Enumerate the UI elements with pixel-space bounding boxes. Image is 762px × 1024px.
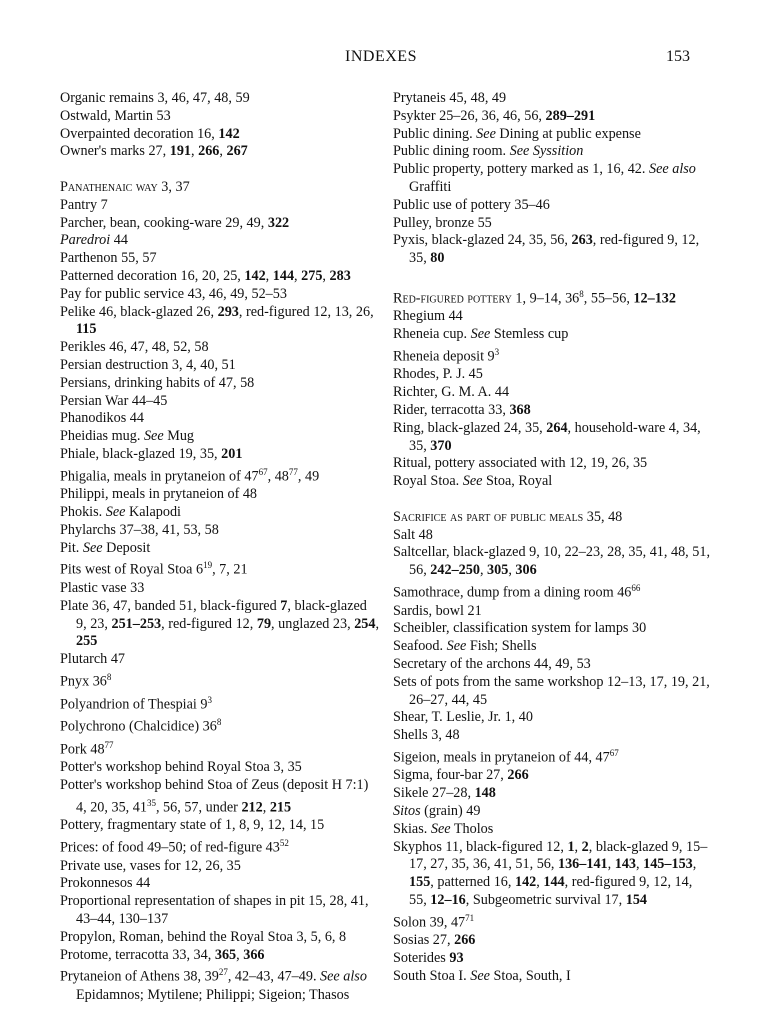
- index-entry: Sardis, bowl 21: [393, 602, 482, 619]
- index-entry: Sitos (grain) 49: [393, 803, 481, 820]
- index-entry: Organic remains 3, 46, 47, 48, 59: [60, 90, 250, 106]
- index-entry: Pay for public service 43, 46, 49, 52–53: [60, 285, 287, 302]
- index-entry: Pits west of Royal Stoa $6^{19}$, 7, 21: [60, 560, 248, 579]
- index-entry: Red-figured pottery 1, 9–14, $36^8$, 55–56, 12–132: [393, 288, 676, 307]
- index-entry: Phokis. See Kalapodi: [60, 504, 181, 521]
- index-entry: Prices: of food 49–50; of red-figure $43^{52}$: [60, 838, 289, 856]
- index-entry: Saltcellar, black-glazed 9, 10, 22–23, 28, 35, 41, 48, 51, 56, 242–250, 305, 306: [393, 544, 711, 579]
- index-entry: Phiale, black-glazed 19, 35, 201: [60, 445, 243, 462]
- index-entry: Scheibler, classification system for lamps 30: [393, 620, 647, 637]
- index-entry: Phigalia, meals in prytaneion of $47^{67}$, $48^{77}$, 49: [60, 466, 320, 485]
- index-entry: Pelike 46, black-glazed 26, 293, red-figured 12, 13, 26, 115: [60, 303, 374, 338]
- index-entry: Shells 3, 48: [393, 727, 460, 744]
- index-entry: Public dining. See Dining at public expense: [393, 125, 641, 142]
- index-entry: Skyphos 11, black-figured 12, 1, 2, black-glazed 9, 15–17, 27, 35, 36, 41, 51, 56, 136–141, 143, 145–153, 155, patterned 16, 142, 144, red-figured 9, 12, 14, 55, 12–16, Subgeometric survival 17, 154: [393, 838, 708, 908]
- index-entry: Overpainted decoration 16, 142: [60, 125, 240, 142]
- index-entry: Pantry 7: [60, 196, 108, 213]
- index-entry: Psykter 25–26, 36, 46, 56, 289–291: [393, 107, 596, 124]
- index-entry: Persian War 44–45: [60, 392, 168, 409]
- index-entry: Pit. See Deposit: [60, 539, 151, 556]
- index-entry: Potter's workshop behind Stoa of Zeus (deposit H 7:1) 4, 20, 35, $41^{35}$, 56, 57, under 212, 215: [60, 776, 369, 816]
- running-title: INDEXES: [345, 48, 417, 65]
- index-entry: Panathenaic way 3, 37: [60, 178, 190, 195]
- index-entry: Rhodes, P. J. 45: [393, 366, 483, 383]
- index-entry: Sacrifice as part of public meals 35, 48: [393, 508, 623, 525]
- index-entry: Rheneia deposit $9^3$: [393, 346, 500, 365]
- index-entry: Plutarch 47: [60, 651, 126, 668]
- index-entry: Pyxis, black-glazed 24, 35, 56, 263, red-figured 9, 12, 35, 80: [393, 232, 700, 267]
- index-entry: Polyandrion of Thespiai $9^3$: [60, 694, 213, 713]
- page-number: 153: [666, 48, 690, 65]
- index-entry: Richter, G. M. A. 44: [393, 384, 510, 401]
- index-entry: Pnyx $36^8$: [60, 671, 112, 690]
- section-gap: [393, 491, 711, 509]
- index-entry: Private use, vases for 12, 26, 35: [60, 857, 241, 874]
- index-entry: Prytaneis 45, 48, 49: [393, 90, 507, 106]
- index-entry: Rider, terracotta 33, 368: [393, 402, 531, 419]
- running-header: [0, 48, 762, 72]
- index-entry: Persian destruction 3, 4, 40, 51: [60, 356, 236, 373]
- index-entry: Pottery, fragmentary state of 1, 8, 9, 12, 14, 15: [60, 817, 325, 834]
- index-entry: Persians, drinking habits of 47, 58: [60, 374, 255, 391]
- index-entry: Public dining room. See Syssition: [393, 143, 584, 160]
- index-entry: Patterned decoration 16, 20, 25, 142, 144, 275, 283: [60, 267, 351, 284]
- index-entry: Pulley, bronze 55: [393, 214, 492, 231]
- index-entry: Royal Stoa. See Stoa, Royal: [393, 473, 553, 490]
- index-entry: Proportional representation of shapes in pit 15, 28, 41, 43–44, 130–137: [60, 893, 369, 927]
- index-entry: Prytaneion of Athens 38, $39^{27}$, 42–43, 47–49. See also Epidamnos; Mytilene; Philippi; Sigeion; Thasos: [60, 967, 367, 1003]
- index-entry: Prokonnesos 44: [60, 875, 151, 892]
- index-entry: Parthenon 55, 57: [60, 250, 157, 267]
- index-entry: South Stoa I. See Stoa, South, I: [393, 967, 571, 984]
- index-entry: Shear, T. Leslie, Jr. 1, 40: [393, 709, 533, 726]
- index-entry: Rhegium 44: [393, 308, 463, 325]
- index-entry: Parcher, bean, cooking-ware 29, 49, 322: [60, 214, 290, 231]
- index-entry: Protome, terracotta 33, 34, 365, 366: [60, 946, 265, 963]
- index-entry: Seafood. See Fish; Shells: [393, 638, 537, 655]
- index-entry: Ring, black-glazed 24, 35, 264, household-ware 4, 34, 35, 370: [393, 419, 701, 454]
- index-entry: Owner's marks 27, 191, 266, 267: [60, 143, 248, 160]
- index-entry: Philippi, meals in prytaneion of 48: [60, 486, 258, 503]
- index-entry: Soterides 93: [393, 950, 464, 967]
- index-entry: Sigma, four-bar 27, 266: [393, 767, 529, 784]
- index-entry: Sosias 27, 266: [393, 932, 476, 949]
- index-entry: Rheneia cup. See Stemless cup: [393, 326, 569, 343]
- index-entry: Pork $48^{77}$: [60, 739, 114, 758]
- index-entry: Phanodikos 44: [60, 410, 144, 427]
- index-column-left: [60, 90, 380, 1005]
- index-entry: Samothrace, dump from a dining room $46^{66}$: [393, 582, 641, 601]
- index-entry: Secretary of the archons 44, 49, 53: [393, 655, 591, 672]
- index-entry: Perikles 46, 47, 48, 52, 58: [60, 339, 209, 356]
- section-gap: [60, 161, 380, 179]
- index-entry: Potter's workshop behind Royal Stoa 3, 35: [60, 759, 302, 776]
- index-entry: Solon 39, $47^{71}$: [393, 912, 475, 931]
- index-entry: Ostwald, Martin 53: [60, 107, 171, 124]
- index-entry: Sikele 27–28, 148: [393, 785, 496, 802]
- index-entry: Plate 36, 47, banded 51, black-figured 7, black-glazed 9, 23, 251–253, red-figured 12, 79, unglazed 23, 254, 255: [60, 597, 380, 650]
- index-entry: Plastic vase 33: [60, 579, 145, 596]
- index-entry: Ritual, pottery associated with 12, 19, 26, 35: [393, 455, 648, 472]
- index-entry: Paredroi 44: [60, 232, 128, 249]
- index-entry: Public property, pottery marked as 1, 16, 42. See also Graffiti: [393, 161, 696, 195]
- index-column-right: [393, 90, 711, 986]
- index-entry: Skias. See Tholos: [393, 820, 494, 837]
- index-entry: Polychrono (Chalcidice) $36^8$: [60, 717, 222, 735]
- index-entry: Public use of pottery 35–46: [393, 196, 550, 213]
- index-entry: Sigeion, meals in prytaneion of 44, $47^{67}$: [393, 747, 619, 766]
- index-entry: Sets of pots from the same workshop 12–13, 17, 19, 21, 26–27, 44, 45: [393, 673, 710, 708]
- index-entry: Phylarchs 37–38, 41, 53, 58: [60, 521, 219, 538]
- section-gap: [393, 268, 711, 286]
- index-entry: Propylon, Roman, behind the Royal Stoa 3, 5, 6, 8: [60, 928, 347, 945]
- index-entry: Salt 48: [393, 526, 433, 543]
- index-entry: Pheidias mug. See Mug: [60, 428, 195, 445]
